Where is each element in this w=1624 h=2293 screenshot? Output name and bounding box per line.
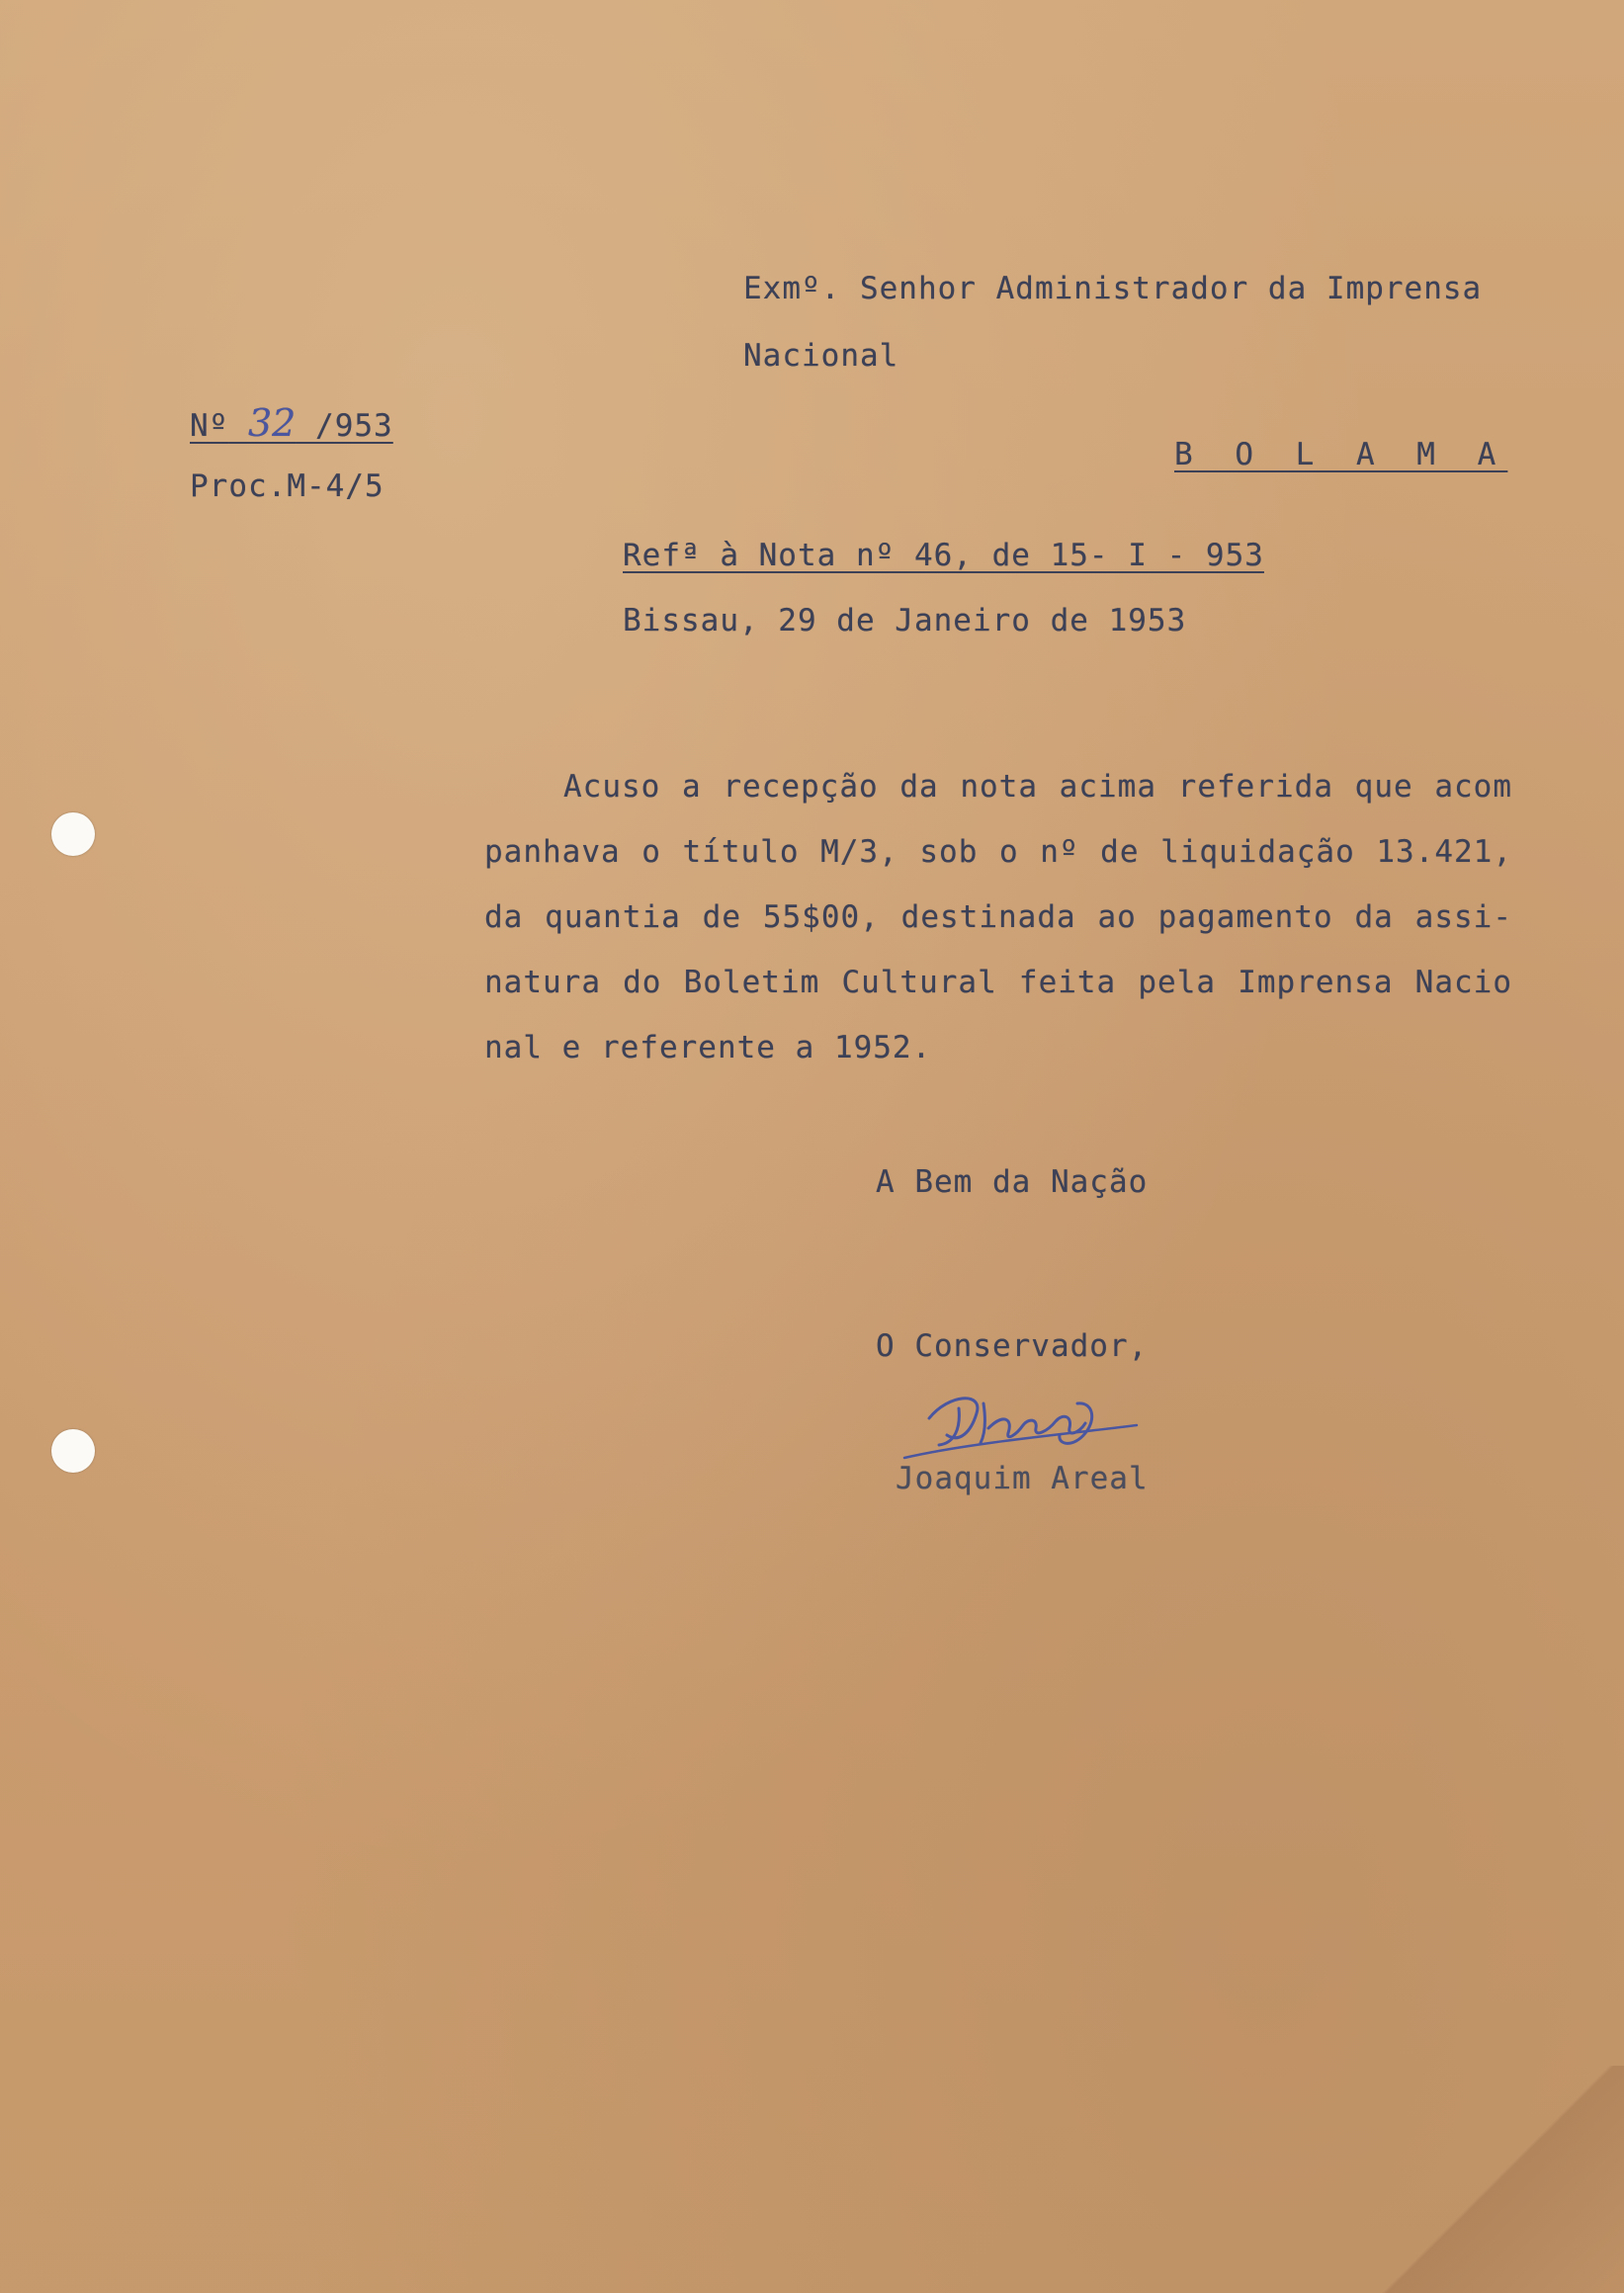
body-line-3: da quantia de 55$00, destinada ao pagamento da assi- [484, 899, 1512, 935]
destination: B O L A M A [1174, 437, 1508, 472]
body-line-5: nal e referente a 1952. [484, 1030, 932, 1065]
punch-hole-bottom [51, 1429, 95, 1473]
document-number [190, 401, 393, 445]
process-number: Proc.M-4/5 [190, 468, 385, 504]
signatory-title: O Conservador, [876, 1328, 1149, 1364]
recipient-line-1: Exmº. Senhor Administrador da Imprensa [743, 271, 1483, 306]
body-line-4: natura do Boletim Cultural feita pela Imprensa Nacio [484, 965, 1512, 1000]
punch-hole-top [51, 812, 95, 856]
reference-note: Refª à Nota nº 46, de 15- I - 953 [623, 538, 1264, 573]
place-date: Bissau, 29 de Janeiro de 1953 [623, 603, 1187, 638]
body-line-1: Acuso a recepção da nota acima referida que acom [563, 769, 1512, 805]
signatory-name: Joaquim Areal [896, 1461, 1149, 1496]
recipient-line-2: Nacional [743, 338, 899, 374]
closing-salutation: A Bem da Nação [876, 1164, 1149, 1200]
number-suffix: /953 [315, 408, 393, 444]
handwritten-number: 32 [248, 401, 297, 445]
number-prefix: Nº [190, 408, 229, 444]
body-line-2: panhava o título M/3, sob o nº de liquidação 13.421, [484, 834, 1512, 870]
